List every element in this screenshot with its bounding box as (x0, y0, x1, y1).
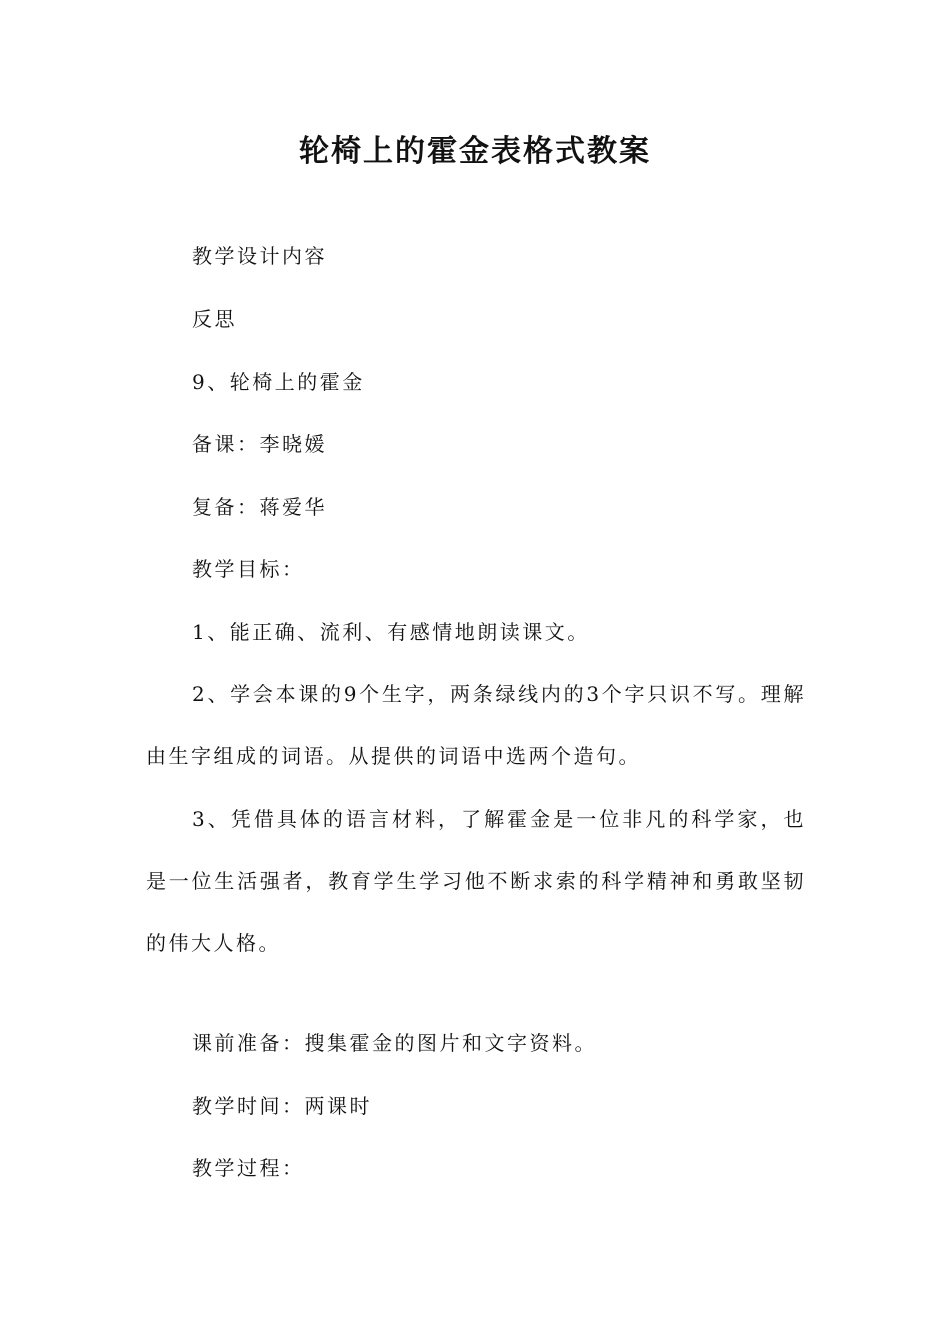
paragraph-design-content: 教学设计内容 (192, 244, 327, 268)
paragraph-lesson-preparer: 备课：李晓媛 (192, 432, 327, 456)
paragraph-objective-2: 2、学会本课的9个生字，两条绿线内的3个字只识不写。理解由生字组成的词语。从提供的词语中选两个造句。 (146, 682, 806, 768)
paragraph-reflection: 反思 (192, 307, 237, 331)
paragraph-objectives-heading: 教学目标： (192, 557, 305, 581)
paragraph-lesson-reviewer: 复备：蒋爱华 (192, 495, 327, 519)
paragraph-lesson-title: 9、轮椅上的霍金 (192, 370, 365, 394)
paragraph-process-heading: 教学过程： (192, 1156, 305, 1180)
document-title: 轮椅上的霍金表格式教案 (299, 134, 651, 169)
paragraph-objective-1: 1、能正确、流利、有感情地朗读课文。 (192, 620, 590, 644)
paragraph-teaching-time: 教学时间：两课时 (192, 1094, 372, 1118)
paragraph-preparation: 课前准备：搜集霍金的图片和文字资料。 (192, 1031, 597, 1055)
paragraph-objective-3: 3、凭借具体的语言材料，了解霍金是一位非凡的科学家，也是一位生活强者，教育学生学习他不断求索的科学精神和勇敢坚韧的伟大人格。 (146, 807, 806, 955)
